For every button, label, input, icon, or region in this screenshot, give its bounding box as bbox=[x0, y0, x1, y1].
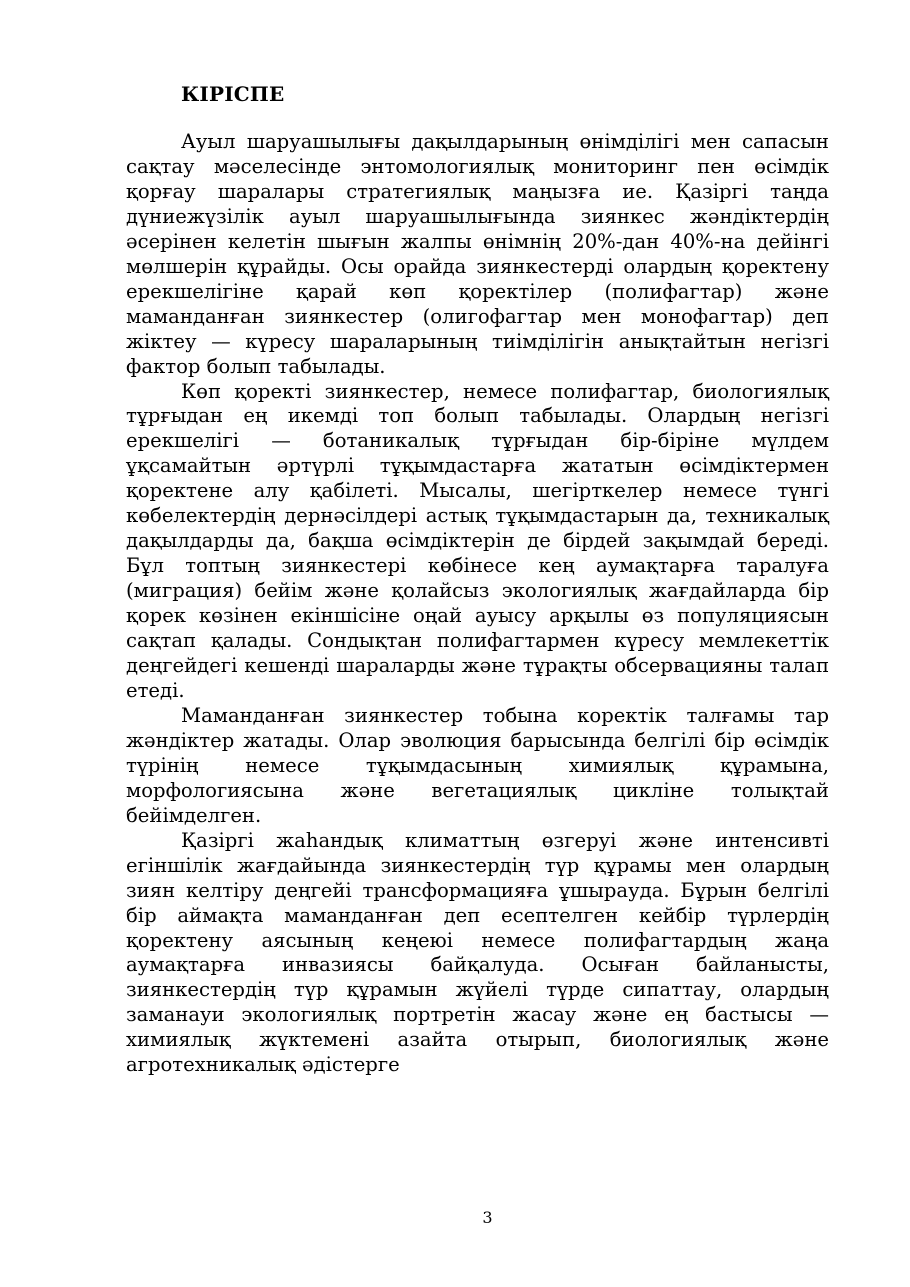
page-content bbox=[126, 80, 829, 1078]
paragraph-climate-change: Қазіргі жаһандық климаттың өзгеруі және интенсивті егіншілік жағдайында зиянкестердің түр құрамы мен олардың зиян келтіру деңгейі трансформацияға ұшырауда. Бұрын белгілі бір аймақта маманданған деп есептелген кейбір түрлердің қоректену аясының кеңеюі немесе полифагтардың жаңа аумақтарға инвазиясы байқалуда. Осыған байланысты, зиянкестердің түр құрамын жүйелі түрде сипаттау, олардың заманауи экологиялық портретін жасау және ең бастысы — химиялық жүктемені азайта отырып, биологиялық және агротехникалық әдістерге bbox=[126, 828, 829, 1077]
paragraph-specialized-pests: Маманданған зиянкестер тобына коректік талғамы тар жәндіктер жатады. Олар эволюция барысында белгілі бір өсімдік түрінің немесе тұқымдасының химиялық құрамына, морфологиясына және вегетациялық цикліне толықтай бейімделген. bbox=[126, 703, 829, 827]
paragraph-polyphages: Көп қоректі зиянкестер, немесе полифагтар, биологиялық тұрғыдан ең икемді топ болып табылады. Олардың негізгі ерекшелігі — ботаникалық тұрғыдан бір-біріне мүлдем ұқсамайтын әртүрлі тұқымдастарға жататын өсімдіктермен қоректене алу қабілеті. Мысалы, шегірткелер немесе түнгі көбелектердің дернәсілдері астық тұқымдастарын да, техникалық дақылдарды да, бақша өсімдіктерін де бірдей зақымдай береді. Бұл топтың зиянкестері көбінесе кең аумақтарға таралуға (миграция) бейім және қолайсыз экологиялық жағдайларда бір қорек көзінен екіншісіне оңай ауысу арқылы өз популяциясын сақтап қалады. Сондықтан полифагтармен күресу мемлекеттік деңгейдегі кешенді шараларды және тұрақты обсервацияны талап етеді. bbox=[126, 379, 829, 702]
section-heading: КІРІСПЕ bbox=[181, 82, 285, 106]
paragraph-introduction: Ауыл шаруашылығы дақылдарының өнімділігі мен сапасын сақтау мәселесінде энтомологиялық мониторинг пен өсімдік қорғау шаралары стратегиялық маңызға ие. Қазіргі таңда дүниежүзілік ауыл шаруашылығында зиянкес жәндіктердің әсерінен келетін шығын жалпы өнімнің 20%-дан 40%-на дейінгі мөлшерін құрайды. Осы орайда зиянкестерді олардың қоректену ерекшелігіне қарай көп қоректілер (полифагтар) және маманданған зиянкестер (олигофагтар мен монофагтар) деп жіктеу — күресу шараларының тиімділігін анықтайтын негізгі фактор болып табылады. bbox=[126, 130, 829, 378]
page-number: 3 bbox=[482, 1208, 493, 1227]
